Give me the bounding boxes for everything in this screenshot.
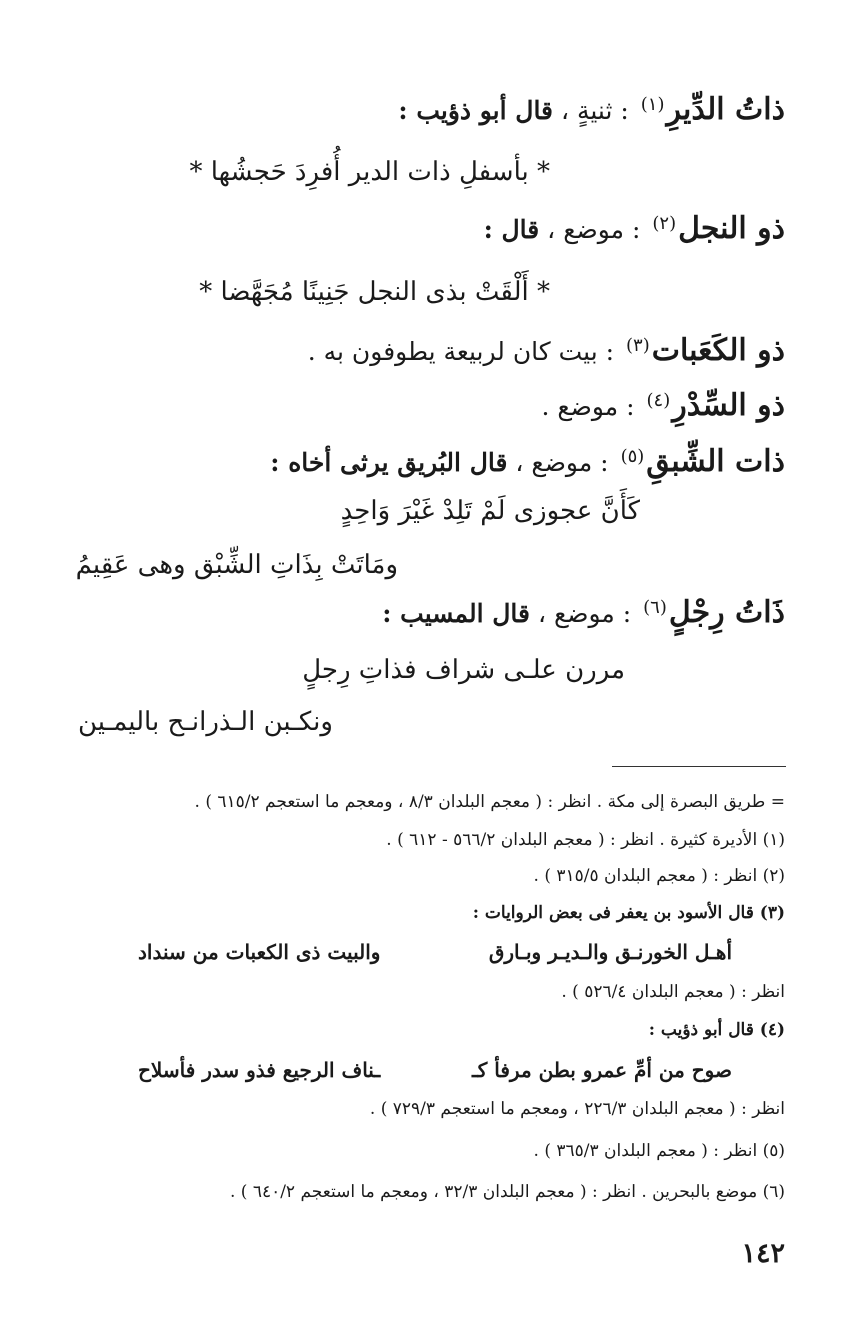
entry-definition: : موضع ،	[530, 599, 640, 628]
entry-dhat-al-dayr	[70, 92, 785, 128]
footnote-verse-hemistich-first: أهـل الخورنـق والـديـر وبـارق	[488, 940, 732, 964]
entry-dhu-al-kaabat	[70, 333, 785, 369]
footnote-marker: (٥)	[620, 445, 645, 467]
footnote-6: (٦) موضع بالبحرين . انظر : ( معجم البلدان ٣٢/٣ ، ومعجم ما استعجم ٦٤٠/٢ ) .	[229, 1182, 785, 1202]
footnote-marker: (٢)	[652, 212, 677, 234]
entry-dhat-al-shibq	[70, 444, 785, 480]
entry-term: ذو النجل	[678, 211, 785, 246]
footnote-1: (١) الأديرة كثيرة . انظر : ( معجم البلدان ٥٦٦/٢ - ٦١٢ ) .	[386, 830, 785, 850]
page-number: ١٤٢	[741, 1238, 785, 1269]
footnote-2: (٢) انظر : ( معجم البلدان ٣١٥/٥ ) .	[533, 866, 785, 886]
entry-definition: : موضع ،	[507, 448, 617, 477]
entry-definition: : ثنيةٍ ،	[553, 96, 637, 125]
footnote-marker: (٣)	[626, 334, 650, 356]
verse-hemistich-second: ومَاتَتْ بِذَاتِ الشِّبْق وهى عَقِيمُ	[75, 550, 398, 580]
footnote-3: (٣) قال الأسود بن يعفر فى بعض الروايات :	[472, 903, 785, 923]
footnote-4-reference: انظر : ( معجم البلدان ٢٢٦/٣ ، ومعجم ما استعجم ٧٢٩/٣ ) .	[369, 1099, 785, 1119]
entry-term: ذو الكَعَبات	[651, 333, 785, 368]
entry-term: ذو السِّدْرِ	[672, 388, 785, 423]
entry-definition: : موضع ،	[539, 215, 649, 244]
entry-term: ذات الشِّبقِ	[646, 444, 785, 479]
entry-term: ذاتُ الدِّيرِ	[666, 92, 785, 127]
verse-line: * بأسفلِ ذات الدير أُفرِدَ حَجشُها *	[189, 157, 550, 187]
verse-line: * أَلْقَتْ بذى النجل جَنِينًا مُجَهَّضا *	[199, 277, 550, 307]
footnote-marker: (٤)	[646, 389, 671, 411]
footnote-continuation: = طريق البصرة إلى مكة . انظر : ( معجم البلدان ٨/٣ ، ومعجم ما استعجم ٦١٥/٢ ) .	[194, 792, 785, 812]
entry-speaker: قال البُريق يرثى أخاه :	[270, 448, 508, 477]
entry-term: ذَاتُ رِجْلٍ	[668, 595, 785, 630]
verse-hemistich-second: ونكـبن الـذرانـح باليمـين	[78, 707, 333, 737]
footnote-verse-hemistich-second: ـناف الرجيع فذو سدر فأسلاح	[138, 1058, 381, 1082]
entry-speaker: قال أبو ذؤيب :	[398, 96, 554, 125]
footnote-verse-hemistich-second: والبيت ذى الكعبات من سنداد	[138, 940, 381, 964]
entry-speaker: قال المسيب :	[382, 599, 530, 628]
footnote-3-reference: انظر : ( معجم البلدان ٥٢٦/٤ ) .	[561, 982, 785, 1002]
footnote-marker: (١)	[640, 93, 665, 115]
verse-hemistich-first: مررن علـى شراف فذاتِ رِجلٍ	[302, 655, 625, 685]
entry-dhu-al-najl	[70, 211, 785, 247]
entry-definition: : بيت كان لربيعة يطوفون به .	[307, 337, 623, 366]
footnote-divider	[612, 766, 786, 767]
footnote-5: (٥) انظر : ( معجم البلدان ٣٦٥/٣ ) .	[533, 1141, 785, 1161]
footnote-marker: (٦)	[643, 596, 667, 618]
entry-definition: : موضع .	[541, 392, 643, 421]
verse-hemistich-first: كَأَنَّ عجوزى لَمْ تَلِدْ غَيْرَ وَاحِدٍ	[340, 496, 640, 526]
entry-speaker: قال :	[483, 215, 540, 244]
entry-dhu-al-sidr	[70, 388, 785, 424]
footnote-4: (٤) قال أبو ذؤيب :	[648, 1020, 785, 1040]
entry-dhat-rijl	[70, 595, 785, 631]
footnote-verse-hemistich-first: صوح من أمِّ عمرو بطن مرفأ كـ	[471, 1058, 732, 1082]
